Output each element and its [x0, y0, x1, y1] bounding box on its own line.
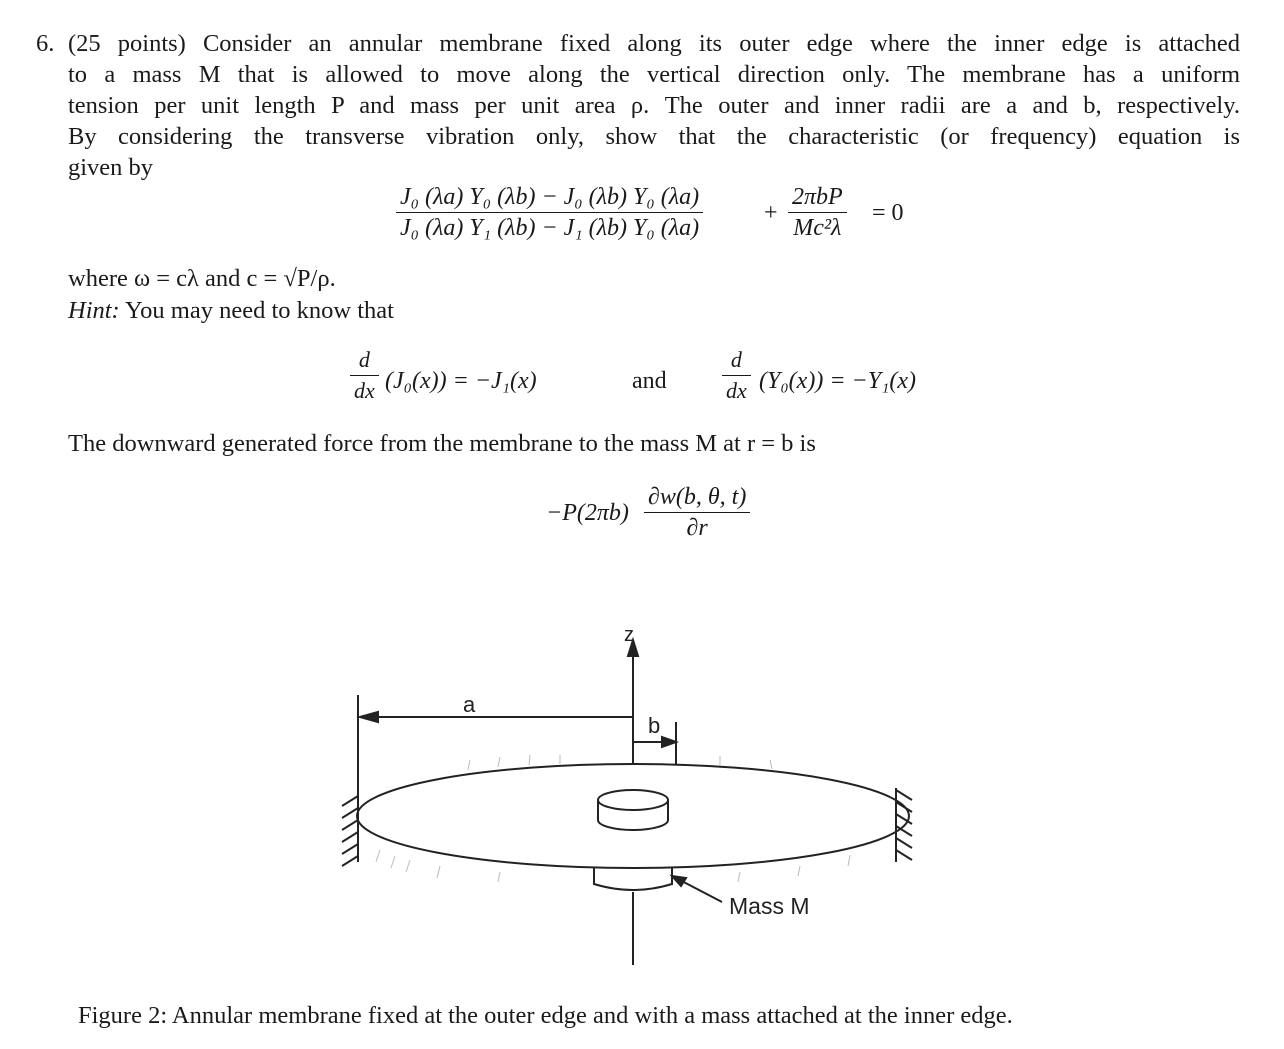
- force-prefix: −P(2πb): [546, 500, 629, 526]
- dx: dx: [350, 375, 379, 406]
- b-label: b: [648, 713, 661, 738]
- equals-zero: = 0: [872, 200, 904, 226]
- inner-mass-bottom: [594, 868, 672, 890]
- left-wall-hatch: [342, 796, 358, 866]
- mass-label: Mass M: [729, 893, 810, 919]
- numerator: 2πbP: [792, 184, 843, 210]
- denominator: J₀ (λa) Y₁ (λb) − J₁ (λb) Y₀ (λa): [396, 212, 703, 243]
- a-label: a: [463, 692, 476, 717]
- force-line: The downward generated force from the membrane to the mass M at r = b is: [68, 430, 816, 457]
- problem-line-2: to a mass M that is allowed to move along the vertical direction only. The membrane has a uniform: [68, 61, 1240, 88]
- z-label: z: [624, 624, 634, 646]
- denominator: ∂r: [644, 512, 750, 543]
- where-line: where ω = cλ and c = √P/ρ.: [68, 265, 336, 292]
- numerator: J₀ (λa) Y₀ (λb) − J₀ (λb) Y₀ (λa): [400, 184, 700, 210]
- problem-number: 6.: [36, 30, 55, 57]
- b-arrowhead: [662, 737, 676, 747]
- inner-mass-top: [598, 790, 668, 830]
- problem-line-4: By considering the transverse vibration only, show that the characteristic (or frequency) equation is: [68, 123, 1240, 150]
- derivative-j0: (J₀(x)) = −J₁(x): [385, 368, 537, 394]
- derivative-y0: (Y₀(x)) = −Y₁(x): [759, 368, 917, 394]
- denominator: Mc²λ: [788, 212, 847, 243]
- hint-text: You may need to know that: [124, 297, 394, 324]
- d: d: [358, 347, 370, 372]
- plus-sign: +: [764, 200, 778, 226]
- problem-line-1: (25 points) Consider an annular membrane fixed along its outer edge where the inner edge is attached: [68, 30, 1240, 57]
- problem-line-5: given by: [68, 154, 154, 181]
- dx: dx: [722, 375, 751, 406]
- numerator: ∂w(b, θ, t): [648, 484, 747, 510]
- problem-line-3: tension per unit length P and mass per unit area ρ. The outer and inner radii are a and b, respectively.: [68, 92, 1240, 119]
- hint-label: Hint:: [68, 297, 120, 324]
- and-text: and: [632, 368, 667, 394]
- a-arrowhead: [360, 712, 378, 722]
- figure-caption: Figure 2: Annular membrane fixed at the outer edge and with a mass attached at the inner edge.: [78, 1002, 1013, 1029]
- d: d: [730, 347, 742, 372]
